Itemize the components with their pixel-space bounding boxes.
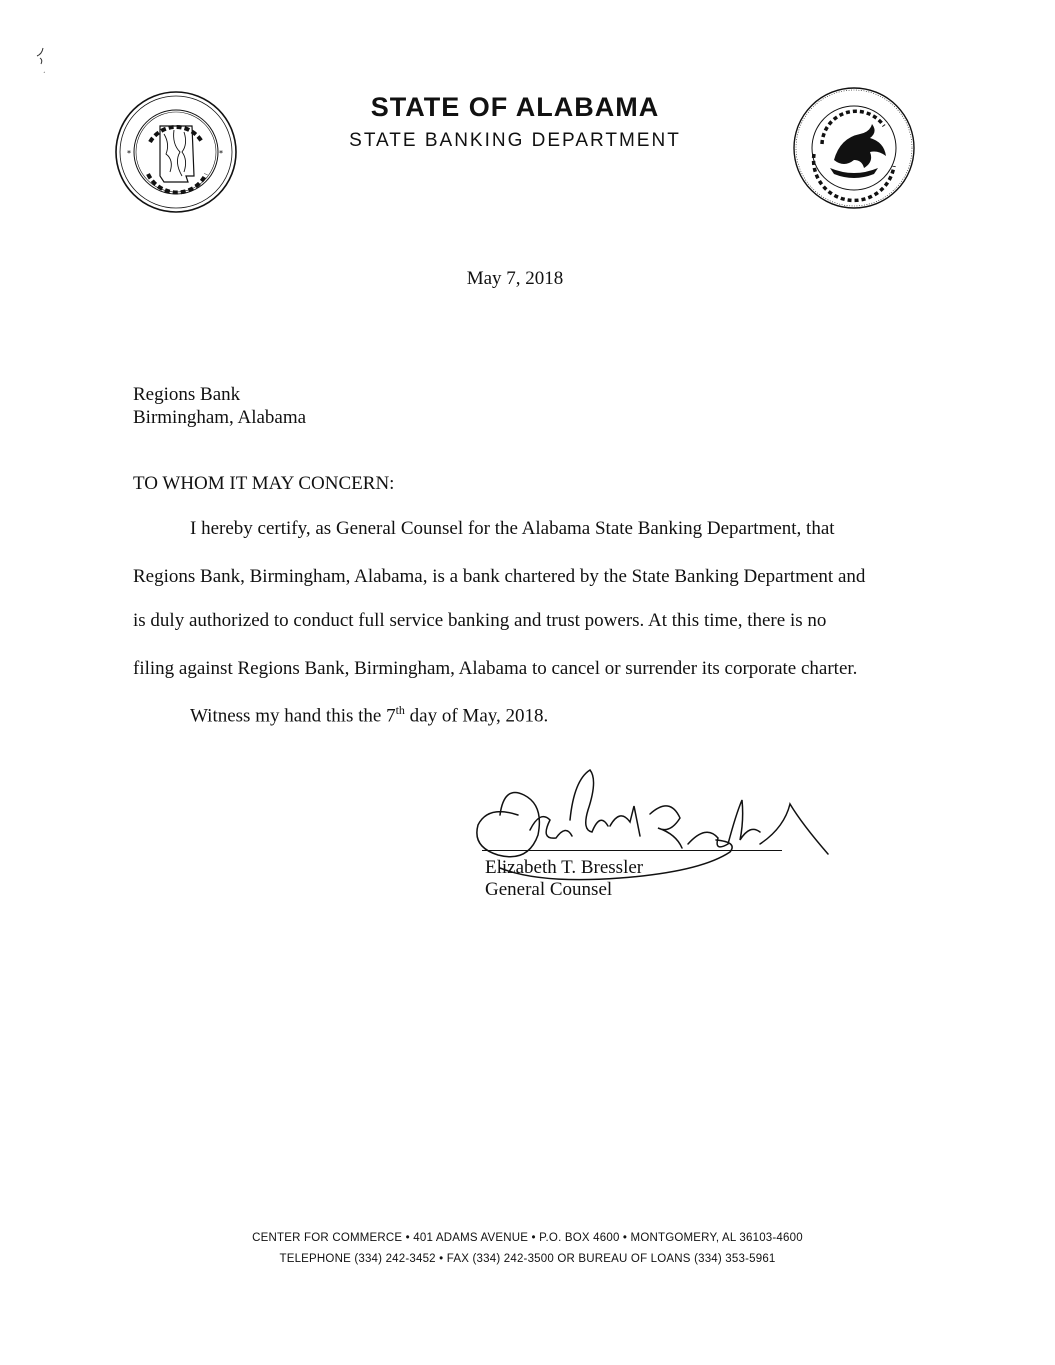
recipient-location: Birmingham, Alabama: [133, 407, 307, 428]
witness-line: [190, 703, 548, 727]
footer-address: CENTER FOR COMMERCE • 401 ADAMS AVENUE • P.O. BOX 4600 • MONTGOMERY, AL 36103-4600: [252, 1232, 803, 1244]
signatory-title: General Counsel: [485, 879, 613, 900]
alabama-great-seal-icon: [114, 90, 238, 214]
recipient-name: Regions Bank: [133, 384, 241, 405]
svg-text:*: *: [127, 149, 131, 158]
body-line: I hereby certify, as General Counsel for the Alabama State Banking Department, that: [190, 518, 835, 539]
agency-title: STATE OF ALABAMA: [370, 92, 660, 122]
witness-prefix: Witness my hand this the 7: [190, 705, 396, 727]
body-line: is duly authorized to conduct full service banking and trust powers. At this time, there is no: [133, 610, 827, 631]
svg-text:*: *: [219, 149, 223, 158]
signatory-name: Elizabeth T. Bressler: [485, 857, 644, 878]
salutation: TO WHOM IT MAY CONCERN:: [133, 473, 395, 494]
superintendent-of-banks-seal: [792, 86, 916, 210]
scan-artifact-icon: [34, 40, 54, 80]
superintendent-of-banks-seal-icon: [792, 86, 916, 210]
letter-date: May 7, 2018: [466, 268, 564, 289]
signature-rule: [482, 850, 782, 851]
witness-ordinal-suffix: th: [395, 703, 405, 717]
body-line: Regions Bank, Birmingham, Alabama, is a bank chartered by the State Banking Department and: [133, 566, 866, 587]
department-name: STATE BANKING DEPARTMENT: [349, 130, 681, 151]
body-line: filing against Regions Bank, Birmingham, Alabama to cancel or surrender its corporate charter.: [133, 658, 858, 679]
footer-phone: TELEPHONE (334) 242-3452 • FAX (334) 242-3500 OR BUREAU OF LOANS (334) 353-5961: [279, 1253, 776, 1265]
witness-suffix: day of May, 2018.: [404, 705, 549, 727]
alabama-great-seal: [114, 90, 238, 214]
